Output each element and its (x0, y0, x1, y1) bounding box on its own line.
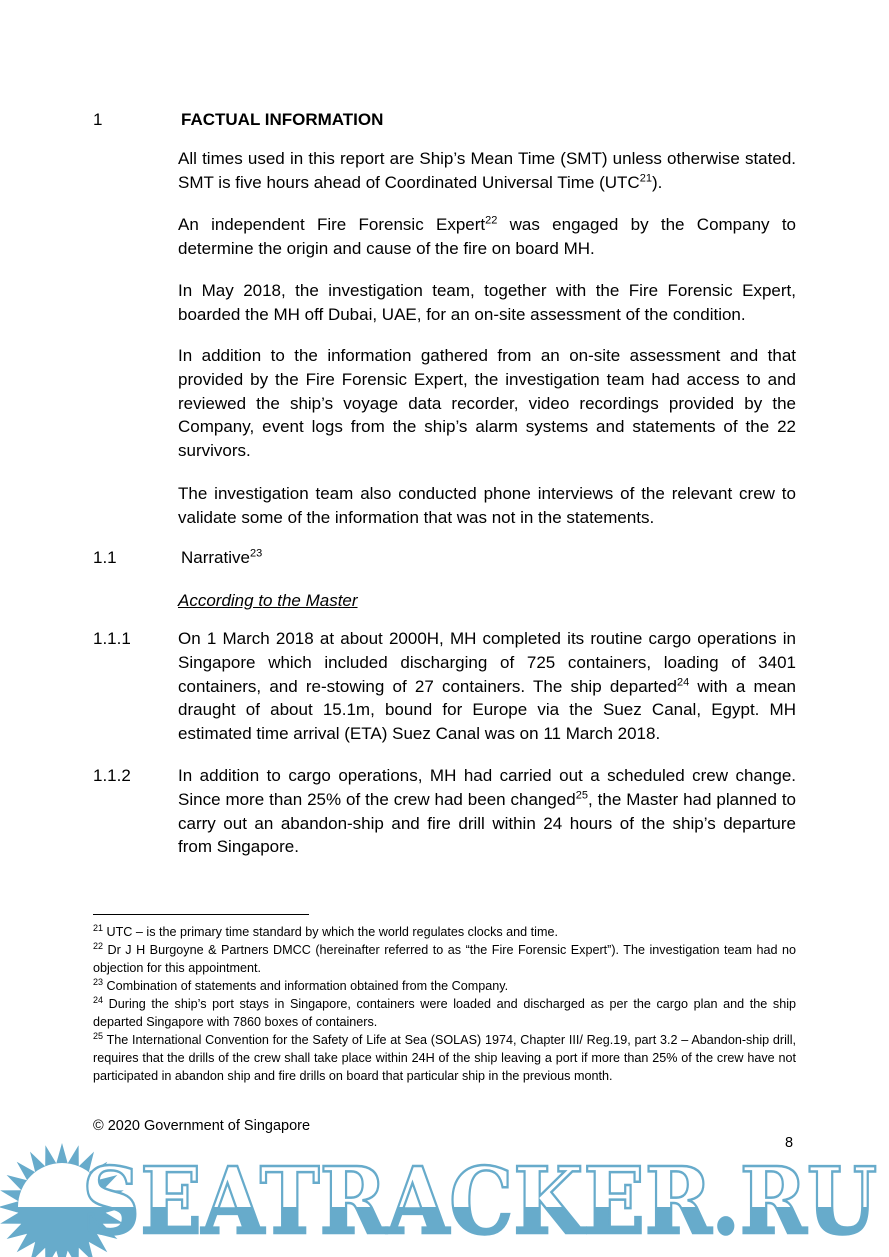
numbered-paragraph: On 1 March 2018 at about 2000H, MH completed its routine cargo operations in Singapore which included discharging of 725 containers, loading of 3401 containers, and re-stowing of 27 containers. The ship departed$^{24}$ with a mean draught of about 15.1m, bound for Europe via the Suez Canal, Egypt. MH estimated time arrival (ETA) Suez Canal was on 11 March 2018. (178, 629, 796, 744)
watermark-text: SEATRACKER.RU (82, 1147, 877, 1255)
paragraph: An independent Fire Forensic Expert$^{22}$ was engaged by the Company to determine the origin and cause of the fire on board MH. (178, 214, 797, 258)
footnote: $^{22}$ Dr J H Burgoyne & Partners DMCC (hereinafter referred to as “the Fire Forensic Expert”). The investigation team had no objection for this appointment. (93, 940, 796, 975)
section-title: FACTUAL INFORMATION (181, 110, 384, 129)
footnote: $^{23}$ Combination of statements and information obtained from the Company. (93, 976, 509, 993)
footnote: $^{24}$ During the ship’s port stays in Singapore, containers were loaded and discharged as per the cargo plan and the ship departed Singapore with 7860 boxes of containers. (93, 994, 796, 1029)
footnote: $^{21}$ UTC – is the primary time standard by which the world regulates clocks and time. (93, 922, 558, 939)
item-number: 1.1.1 (93, 629, 131, 648)
subsection-number: 1.1 (93, 548, 117, 567)
item-number: 1.1.2 (93, 766, 131, 785)
paragraph: All times used in this report are Ship’s Mean Time (SMT) unless otherwise stated. SMT is five hours ahead of Coordinated Universal Time (UTC$^{21}$). (178, 149, 796, 192)
copyright: © 2020 Government of Singapore (93, 1118, 311, 1134)
numbered-paragraph: In addition to cargo operations, MH had carried out a scheduled crew change. Since more than 25% of the crew had been changed$^{25}$, the Master had planned to carry out an abandon-ship and fire drill within 24 hours of the ship’s departure from Singapore. (178, 766, 796, 857)
paragraph: In addition to the information gathered from an on-site assessment and that provided by the Fire Forensic Expert, the investigation team had access to and reviewed the ship’s voyage data recorder, video recordings provided by the Company, event logs from the ship’s alarm systems and statements of the 22 survivors. (178, 346, 796, 461)
subheading: According to the Master (178, 591, 358, 610)
footnote: $^{25}$ The International Convention for the Safety of Life at Sea (SOLAS) 1974, Chapter III/ Reg.19, part 3.2 – Abandon-ship drill, requires that the drills of the crew shall take place within 24H of the ship leaving a port if more than 25% of the crew have not participated in abandon ship and fire drills on board that particular ship in the previous month. (93, 1030, 796, 1083)
section-number: 1 (93, 110, 103, 129)
paragraph: In May 2018, the investigation team, together with the Fire Forensic Expert, boarded the MH off Dubai, UAE, for an on-site assessment of the condition. (178, 281, 796, 324)
paragraph: The investigation team also conducted phone interviews of the relevant crew to validate some of the information that was not in the statements. (178, 484, 796, 527)
watermark-logo (0, 1125, 889, 1257)
footnote-separator (93, 914, 309, 915)
subsection-title: Narrative$^{23}$ (181, 547, 263, 567)
page-number: 8 (785, 1135, 794, 1151)
